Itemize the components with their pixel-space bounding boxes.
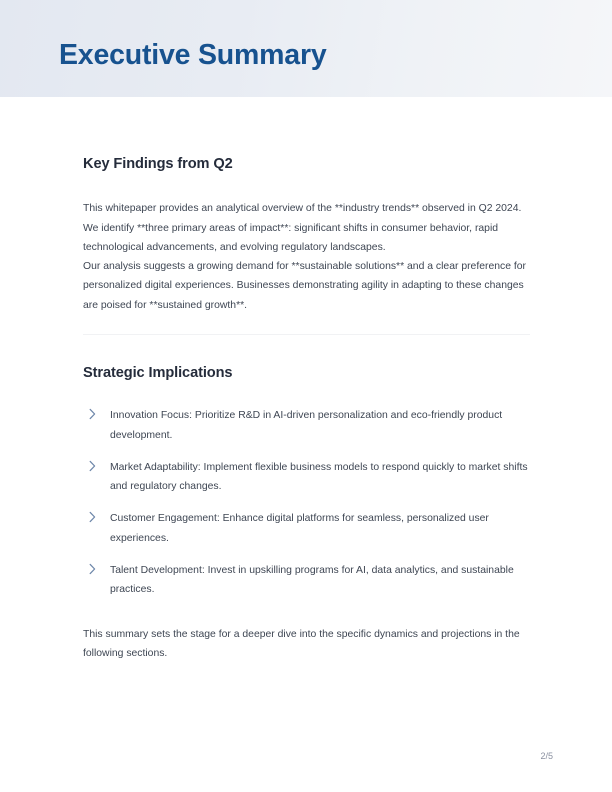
list-item-label: Talent Development: Invest in upskilling programs for AI, data analytics, and sustainable practices. (110, 565, 514, 596)
chevron-right-icon (87, 407, 99, 421)
list-item (83, 406, 530, 445)
page-footer (0, 749, 612, 769)
chevron-right-icon (87, 562, 99, 576)
list-item-label: Customer Engagement: Enhance digital platforms for seamless, personalized user experiences. (110, 513, 489, 544)
list-item-label: Innovation Focus: Prioritize R&D in AI-driven personalization and eco-friendly product development. (110, 410, 503, 441)
page-header-banner (0, 0, 612, 97)
section-heading-key-findings: Key Findings from Q2 (83, 156, 233, 172)
chevron-right-icon (87, 459, 99, 473)
page-number: 2/5 (540, 751, 553, 761)
document-content (83, 97, 530, 663)
strategic-implications-list (83, 406, 530, 599)
paragraph-findings-overview: This whitepaper provides an analytical overview of the **industry trends** observed in Q2 2024. We identify **three primary areas of impact**: significant shifts in consumer behavior, rapid technological advancements, and evolving regulatory landscapes. (83, 203, 522, 253)
list-item (83, 458, 530, 497)
paragraph-findings-analysis: Our analysis suggests a growing demand for **sustainable solutions** and a clear preference for personalized digital experiences. Businesses demonstrating agility in adapting to these changes are poised for **sustained growth**. (83, 261, 527, 311)
section-heading-strategic-implications: Strategic Implications (83, 365, 233, 382)
list-item (83, 561, 530, 600)
page-title: Executive Summary (59, 39, 327, 71)
paragraph-closing-summary: This summary sets the stage for a deeper dive into the specific dynamics and projections in the following sections. (83, 628, 520, 659)
list-item (83, 509, 530, 548)
chevron-right-icon (87, 510, 99, 524)
section-divider (83, 334, 530, 335)
list-item-label: Market Adaptability: Implement flexible business models to respond quickly to market shifts and regulatory changes. (110, 461, 528, 493)
